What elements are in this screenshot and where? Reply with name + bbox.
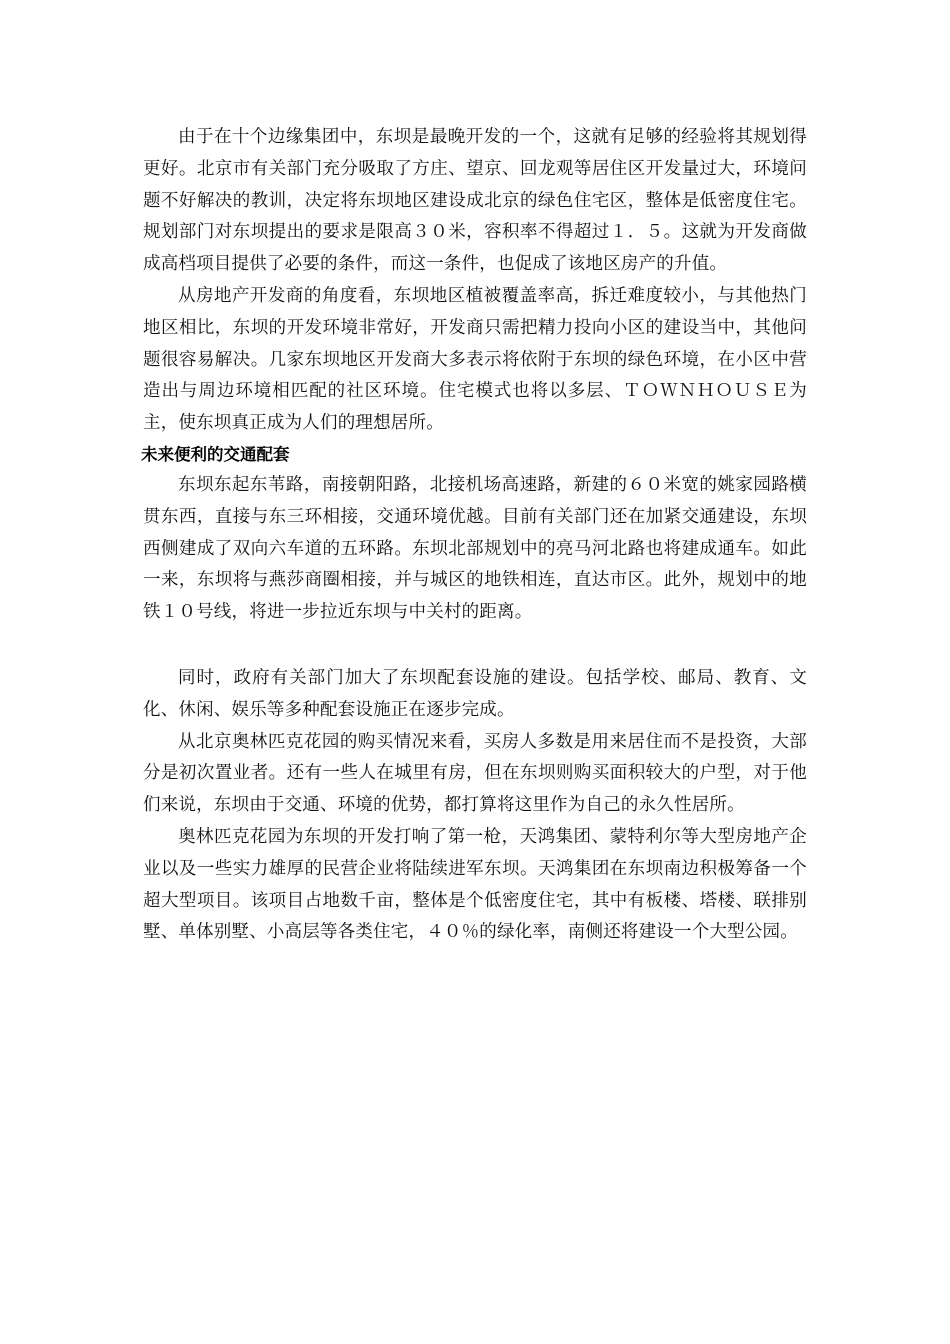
paragraph-transport: 东坝东起东苇路，南接朝阳路，北接机场高速路，新建的６０米宽的姚家园路横贯东西，直接与东三环相接，交通环境优越。目前有关部门还在加紧交通建设，东坝西侧建成了双向六车道的五环路。东坝北部规划中的亮马河北路也将建成通车。如此一来，东坝将与燕莎商圈相接，并与城区的地铁相连，直达市区。此外，规划中的地铁１０号线，将进一步拉近东坝与中关村的距离。: [143, 474, 807, 623]
section-heading-transport: 未来便利的交通配套: [141, 444, 290, 464]
paragraph-buyers: 从北京奥林匹克花园的购买情况来看，买房人多数是用来居住而不是投资，大部分是初次置业者。还有一些人在城里有房，但在东坝则购买面积较大的户型，对于他们来说，东坝由于交通、环境的优势，都打算将这里作为自己的永久性居所。: [143, 731, 807, 816]
paragraph-spacer: [143, 629, 807, 663]
paragraph-planning: 由于在十个边缘集团中，东坝是最晚开发的一个，这就有足够的经验将其规划得更好。北京市有关部门充分吸取了方庄、望京、回龙观等居住区开发量过大，环境问题不好解决的教训，决定将东坝地区建设成北京的绿色住宅区，整体是低密度住宅。规划部门对东坝提出的要求是限高３０米，容积率不得超过１．５。这就为开发商做成高档项目提供了必要的条件，而这一条件，也促成了该地区房产的升值。: [143, 127, 807, 275]
document-body: [143, 122, 807, 949]
paragraph-developers: 从房地产开发商的角度看，东坝地区植被覆盖率高，拆迁难度较小，与其他热门地区相比，东坝的开发环境非常好，开发商只需把精力投向小区的建设当中，其他问题很容易解决。几家东坝地区开发商大多表示将依附于东坝的绿色环境，在小区中营造出与周边环境相匹配的社区环境。住宅模式也将以多层、ＴＯＷＮＨＯＵＳＥ为主，使东坝真正成为人们的理想居所。: [143, 285, 807, 434]
paragraph-projects: 奥林匹克花园为东坝的开发打响了第一枪，天鸿集团、蒙特利尔等大型房地产企业以及一些实力雄厚的民营企业将陆续进军东坝。天鸿集团在东坝南边积极筹备一个超大型项目。该项目占地数千亩，整体是个低密度住宅，其中有板楼、塔楼、联排别墅、单体别墅、小高层等各类住宅，４０％的绿化率，南侧还将建设一个大型公园。: [143, 826, 807, 943]
paragraph-facilities: 同时，政府有关部门加大了东坝配套设施的建设。包括学校、邮局、教育、文化、休闲、娱乐等多种配套设施正在逐步完成。: [143, 667, 807, 720]
